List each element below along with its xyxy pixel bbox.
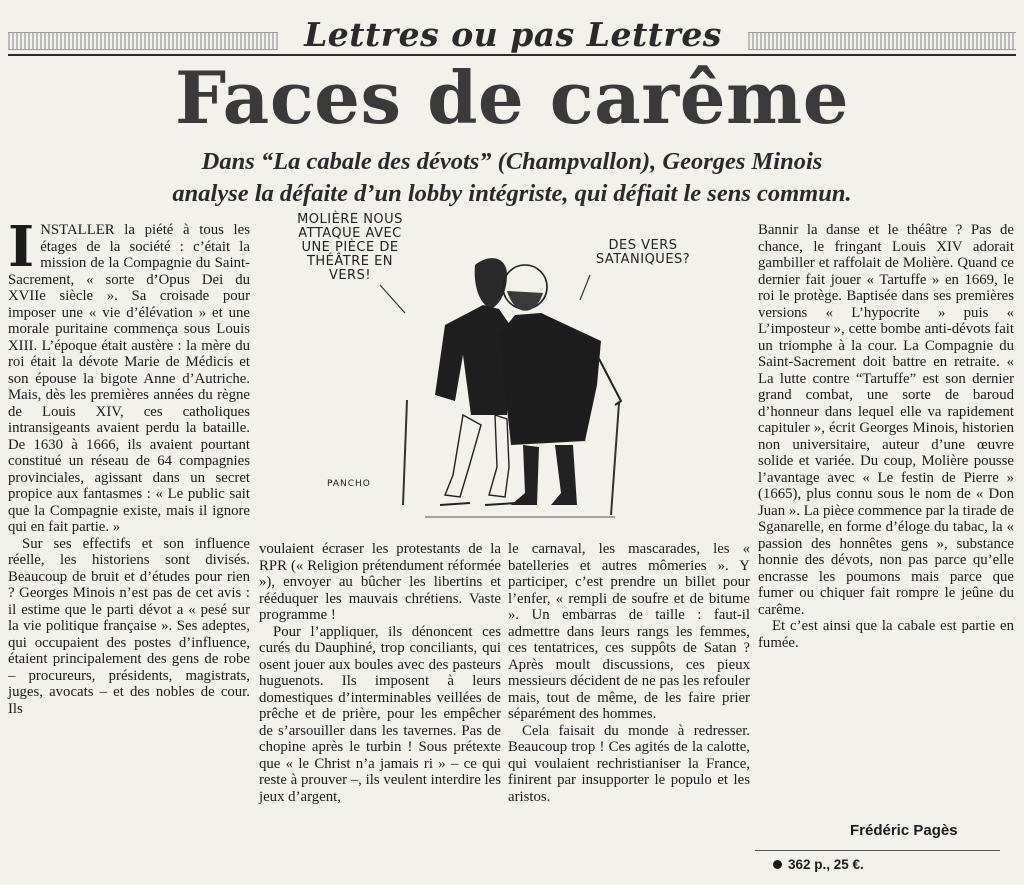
cartoonist-signature: PANCHO (327, 479, 371, 489)
column-4-paragraph-2: Et c’est ainsi que la cabale est partie en fumée. (758, 618, 1014, 651)
column-2-paragraph-1: voulaient écraser les protestants de la RPR (« Religion prétendument réformée »), envoyer au bûcher les libertins et rééduquer les mauvais chrétiens. Vaste programme ! (259, 541, 501, 623)
subtitle-line-2: analyse la défaite d’un lobby intégriste, qui défiait le sens commun. (172, 180, 852, 207)
column-1-paragraph-2: Sur ses effectifs et son influence réelle, les historiens sont divisés. Beaucoup de bruit et d’études pour rien ? Georges Minois n’est pas de cet avis : il estime que le parti dévot a « pesé sur la vie politique française ». Ses adeptes, qui occupaient des postes d’influence, étaient principalement des gens de robe – procureurs, présidents, magistrats, juges, avocats – et des nobles de cour. Ils (8, 535, 250, 717)
column-3-paragraph-2: Cela faisait du monde à redresser. Beaucoup trop ! Ces agités de la calotte, qui voulaient rechristianiser la France, finirent par insupporter le populo et les aristos. (508, 722, 750, 805)
column-1-paragraph-1 (8, 214, 250, 536)
headline: Faces de carême (174, 55, 850, 140)
article-column-3 (508, 541, 750, 805)
book-price-text: 362 p., 25 €. (788, 857, 864, 872)
column-2-paragraph-2: Pour l’appliquer, ils dénoncent ces curés du Dauphiné, trop conciliants, qui osent jouer aux boules avec des pasteurs huguenots. Ils imposent à leurs domestiques d’interminables veillées de prêche et de prière, pour les empêcher de s’arsouiller dans les tavernes. Pas de chopine après le turbin ! Sous prétexte que « le Christ n’a jamais ri » – ce qui reste à prouver –, ils veulent interdire les jeux d’argent, (259, 623, 501, 805)
drop-cap: I (8, 214, 35, 280)
author-signature: Frédéric Pagès (850, 822, 958, 839)
rubric-title: Lettres ou pas Lettres (278, 14, 748, 56)
column-4-paragraph-1: Bannir la danse et le théâtre ? Pas de chance, le fringant Louis XIV adorait gambiller et raffolait de Molière. Quand ce dernier fait jouer « Tartuffe » en 1669, le roi le protège. Baptisée dans ses premières versions « L’hypocrite » puis « L’imposteur », cette bombe anti-dévots fait un triomphe à la cour. La Compagnie du Saint-Sacrement doit battre en retraite. « La lutte contre “Tartuffe” est son dernier grand combat, une sorte de baroud d’honneur dans lequel elle va rapidement capituler », écrit Georges Minois, historien non universitaire, auteur d’une œuvre solide et variée. Du coup, Molière pousse l’avantage avec « Le festin de Pierre » (1665), plus connu sous le nom de « Don Juan ». La pièce commence par la tirade de Sganarelle, en forme d’éloge du tabac, la « passion des honnêtes gens », substance honnie des dévots, non pas parce qu’elle encrasse les poumons mais parce que fumer ou chiquer fait rompre le jeûne du carême. (758, 222, 1014, 618)
article-column-4 (758, 222, 1014, 651)
subtitle-line-1: Dans “La cabale des dévots” (Champvallon), Georges Minois (201, 148, 823, 175)
speech-bubble-right: DES VERS SATANIQUES? (595, 238, 691, 267)
article-column-2 (259, 541, 501, 805)
speech-bubble-left: MOLIÈRE NOUS ATTAQUE AVEC UNE PIÈCE DE THÉÂTRE EN VERS! (297, 212, 403, 283)
rubric-header (8, 14, 1016, 54)
book-price (755, 850, 1000, 872)
article-column-1 (8, 214, 250, 717)
column-1-paragraph-1-text: NSTALLER la piété à tous les étages de la société : c’était la mission de la Compagnie du Saint-Sacrement, « sorte d’Opus Dei du XVIIe siècle ». Sa croisade pour imposer une « vie d’élévation » et une morale puritaine commença sous Louis XIII. L’époque était austère : la mère du roi était la dévote Marie de Médicis et son épouse la bigote Anne d’Autriche. Mais, dès les premières années du règne de Louis XIV, ces catholiques intransigeants avaient perdu la bataille. De 1630 à 1666, ils avaient pourtant constitué un réseau de 64 compagnies provinciales, agissant dans un secret propice aux fantasmes : « Le public sait que la Compagnie existe, mais il ignore qui en fait partie. » (8, 222, 250, 535)
bullet-icon (773, 860, 782, 869)
cartoon (285, 205, 755, 530)
column-3-paragraph-1: le carnaval, les mascarades, les « batelleries et autres mômeries ». Y participer, c’est prendre un billet pour l’enfer, « rempli de soufre et de bitume ». Un embarras de taille : faut-il admettre dans leurs rangs les femmes, ces tentatrices, ces suppôts de Satan ? Après moult discussions, ces pieux messieurs décident de ne pas les refouler mais, tout de même, de les faire prier séparément des hommes. (508, 541, 750, 722)
subtitle (40, 146, 984, 210)
